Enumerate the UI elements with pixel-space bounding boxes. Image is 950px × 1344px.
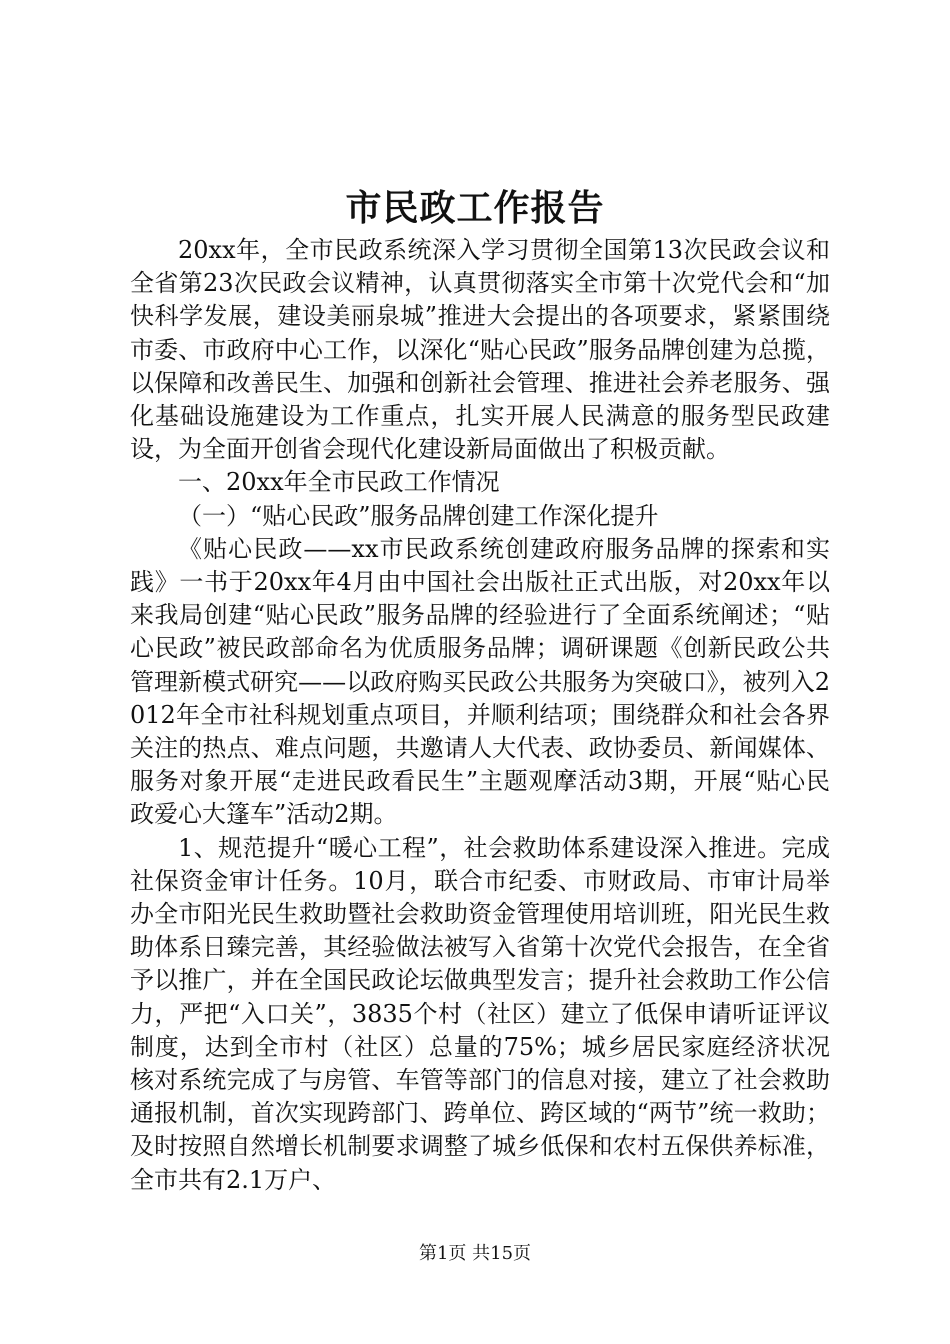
- page-footer: 第1页 共15页: [418, 1243, 532, 1264]
- document-title: 市民政工作报告: [345, 187, 605, 229]
- paragraph-relief: 1、规范提升“暖心工程”，社会救助体系建设深入推进。完成社保资金审计任务。10月，联合市纪委、市财政局、市审计局举办全市阳光民生救助暨社会救助资金管理使用培训班，阳光民生救助体系日臻完善，其经验做法被写入省第十次党代会报告，在全省予以推广，并在全国民政论坛做典型发言；提升社会救助工作公信力，严把“入口关”，3835个村（社区）建立了低保申请听证评议制度，达到全市村（社区）总量的75%；城乡居民家庭经济状况核对系统完成了与房管、车管等部门的信息对接，建立了社会救助通报机制，首次实现跨部门、跨单位、跨区域的“两节”统一救助；及时按照自然增长机制要求调整了城乡低保和农村五保供养标准，全市共有2.1万户、: [130, 833, 830, 1194]
- paragraph-intro: 20xx年，全市民政系统深入学习贯彻全国第13次民政会议和全省第23次民政会议精神，认真贯彻落实全市第十次党代会和“加快科学发展，建设美丽泉城”推进大会提出的各项要求，紧紧围绕市委、市政府中心工作，以深化“贴心民政”服务品牌创建为总揽，以保障和改善民生、加强和创新社会管理、推进社会养老服务、强化基础设施建设为工作重点，扎实开展人民满意的服务型民政建设，为全面开创省会现代化建设新局面做出了积极贡献。: [130, 236, 830, 464]
- paragraph-brand: 《贴心民政——xx市民政系统创建政府服务品牌的探索和实践》一书于20xx年4月由中国社会出版社正式出版，对20xx年以来我局创建“贴心民政”服务品牌的经验进行了全面系统阐述；“贴心民政”被民政部命名为优质服务品牌；调研课题《创新民政公共管理新模式研究——以政府购买民政公共服务为突破口》，被列入2012年全市社科规划重点项目，并顺利结项；围绕群众和社会各界关注的热点、难点问题，共邀请人大代表、政协委员、新闻媒体、服务对象开展“走进民政看民生”主题观摩活动3期，开展“贴心民政爱心大篷车”活动2期。: [130, 534, 830, 829]
- section-heading: 一、20xx年全市民政工作情况: [178, 468, 500, 497]
- document-body: [130, 234, 830, 1197]
- subsection-heading: （一）“贴心民政”服务品牌创建工作深化提升: [178, 501, 659, 530]
